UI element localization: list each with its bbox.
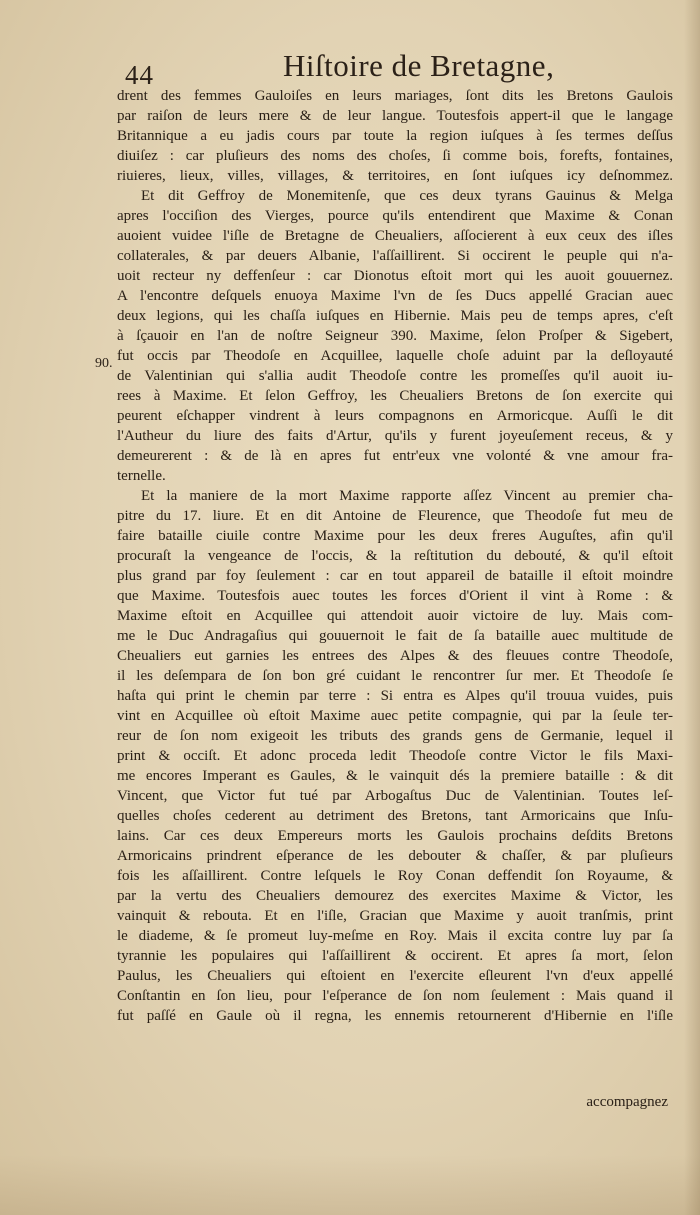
text-line: auoient vuidee l'iſle de Bretagne de Cheualiers, aſſocierent à eux ceux des iſles	[117, 228, 673, 244]
text-line: print & occiſt. Et adonc proceda ledit Theodoſe contre Victor le fils Maxi-	[117, 748, 673, 764]
text-line: fois les aſſaillirent. Contre leſquels le Roy Conan deffendit ſon Royaume, &	[117, 868, 673, 884]
text-line: A l'encontre deſquels enuoya Maxime l'vn de ſes Ducs appellé Gracian auec	[117, 288, 673, 304]
page-edge-shadow	[684, 0, 700, 1215]
text-line: deux legions, qui les chaſſa iuſques en Hibernie. Mais peu de temps apres, c'eſt	[117, 308, 673, 324]
text-line: quelles choſes cederent au detriment des Bretons, tant Armoricains que Inſu-	[117, 808, 673, 824]
text-line: collaterales, & par deuers Albanie, l'aſſaillirent. Si occirent le peuple qui n'a-	[117, 248, 673, 264]
text-line: fut occis par Theodoſe en Acquillee, laquelle choſe aduint par la deſloyauté	[117, 348, 673, 364]
running-title: Hiſtoire de Bretagne,	[283, 48, 555, 83]
text-line: reur de ſon nom exigeoit les tributs des grands gens de Germanie, lequel il	[117, 728, 673, 744]
text-line: faire bataille ciuile contre Maxime pour les deux freres Auguſtes, afin qu'il	[117, 528, 673, 544]
text-line: apres l'occiſion des Vierges, pource qu'ils entendirent que Maxime & Conan	[117, 208, 673, 224]
body-text	[117, 86, 673, 1026]
text-line: Armoricains prindrent eſperance de les debouter & chaſſer, & par pluſieurs	[117, 848, 673, 864]
text-line: vainquit & rebouta. Et en l'iſle, Gracian que Maxime y auoit tranſmis, print	[117, 908, 673, 924]
text-line: ternelle.	[117, 468, 166, 484]
text-line: il les deſempara de ſon bon gré cuidant le rencontrer ſur mer. Et Theodoſe ſe	[117, 668, 673, 684]
text-line: fut paſſé en Gaule où il regna, les ennemis retournerent d'Hibernie en l'iſle	[117, 1008, 673, 1024]
text-line: lains. Car ces deux Empereurs morts les Gaulois prochains deſdits Bretons	[117, 828, 673, 844]
text-line: diuiſez : car pluſieurs des noms des choſes, ſi comme bois, forefts, fontaines,	[117, 148, 673, 164]
text-line: par raiſon de leurs mere & de leur langue. Toutesfois appert-il que le langage	[117, 108, 673, 124]
text-line: Cheualiers eut garnies les entrees des Alpes & des fleuues contre Theodoſe,	[117, 648, 673, 664]
text-line: plus grand par foy ſeulement : car en tout appareil de bataille il eſtoit moindre	[117, 568, 673, 584]
text-line: procuraſt la vengeance de l'occis, & la reſtitution du debouté, & qu'il eſtoit	[117, 548, 673, 564]
text-line: pitre du 17. liure. Et en dit Antoine de Fleurence, que Theodoſe fut meu de	[117, 508, 673, 524]
margin-year-note: 90.	[95, 356, 113, 371]
text-line: drent des femmes Gauloiſes en leurs mariages, ſont dits les Bretons Gaulois	[117, 88, 673, 104]
text-line: de Valentinian qui s'allia audit Theodoſe contre les promeſſes qu'il auoit iu-	[117, 368, 673, 384]
text-line: Conſtantin en ſon lieu, pour l'eſperance de ſon nom ſeulement : Mais quand il	[117, 988, 673, 1004]
text-line: me le Duc Andragaſius qui gouuernoit le fait de ſa bataille auec multitude de	[117, 628, 673, 644]
text-line: le diademe, & ſe promeut luy-meſme en Roy. Mais il excita contre luy par ſa	[117, 928, 673, 944]
text-line: peurent eſchapper vindrent à leurs compagnons en Armoricque. Auſſi le dit	[117, 408, 673, 424]
text-line: à ſçauoir en l'an de noſtre Seigneur 390. Maxime, ſelon Proſper & Sigebert,	[117, 328, 673, 344]
catchword: accompagnez	[586, 1094, 668, 1110]
text-line: demeurerent : & de là en apres fut entr'eux vne volonté & vne amour fra-	[117, 448, 673, 464]
text-line: Vincent, que Victor fut tué par Arbogaſtus Duc de Valentinian. Toutes leſ-	[117, 788, 673, 804]
text-line: vint en Acquillee où eſtoit Maxime auec petite compagnie, qui par la ſeule ter-	[117, 708, 673, 724]
text-line: Et dit Geffroy de Monemitenſe, que ces deux tyrans Gauinus & Melga	[141, 188, 673, 204]
text-line: rees à Maxime. Et ſelon Geffroy, les Cheualiers Bretons de ſon exercite qui	[117, 388, 673, 404]
text-line: Maxime eſtoit en Acquillee qui attendoit auoir victoire de luy. Mais com-	[117, 608, 673, 624]
text-line: que Maxime. Toutesfois auec toutes les forces d'Orient il vint à Rome : &	[117, 588, 673, 604]
text-line: Paulus, les Cheualiers qui eſtoient en l'exercite eſleurent l'vn d'eux appellé	[117, 968, 673, 984]
text-line: me encores Imperant es Gaules, & le vainquit dés la premiere bataille : & dit	[117, 768, 673, 784]
page-number: 44	[125, 60, 154, 90]
text-line: Et la maniere de la mort Maxime rapporte aſſez Vincent au premier cha-	[141, 488, 673, 504]
page-header	[120, 44, 680, 88]
text-line: Britannique a eu jadis cours par toute la region iuſques à ſes termes deſſus	[117, 128, 673, 144]
text-line: tyrannie les populaires qui l'aſſaillirent & occirent. Et apres ſa mort, ſelon	[117, 948, 673, 964]
text-line: l'Autheur du liure des faits d'Artur, qu'ils y furent joyeuſement receus, & y	[117, 428, 673, 444]
page-bottom-shadow	[0, 1155, 700, 1215]
text-line: riuieres, lieux, villes, villages, & territoires, en ſont iuſques icy deſnommez.	[117, 168, 673, 184]
text-line: haſta qui print le chemin par terre : Si entra es Alpes qu'il trouua vuides, puis	[117, 688, 673, 704]
text-line: uoit recteur ny deffenſeur : car Dionotus eſtoit mort qui les auoit gouuernez.	[117, 268, 673, 284]
text-line: par la vertu des Cheualiers demourez des exercites Maxime & Victor, les	[117, 888, 673, 904]
